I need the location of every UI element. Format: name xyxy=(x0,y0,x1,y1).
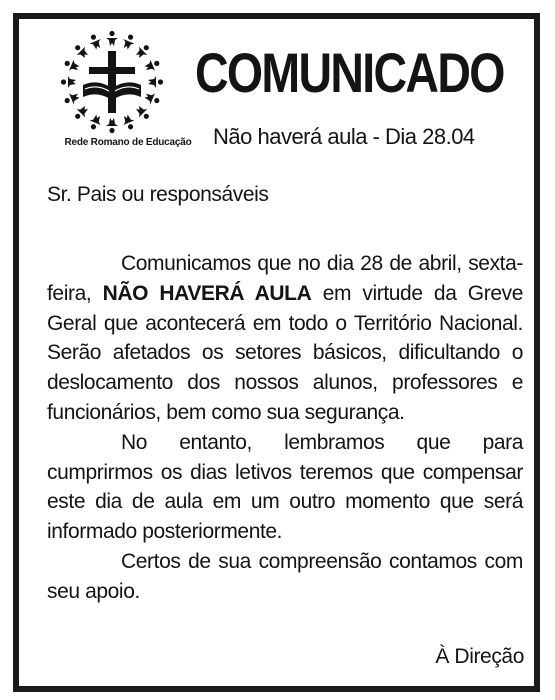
signature: À Direção xyxy=(435,645,524,668)
person-figure xyxy=(133,103,152,122)
person-figure xyxy=(143,57,162,74)
person-figure xyxy=(87,32,104,51)
people-circle-cross-icon xyxy=(59,29,165,135)
person-figure xyxy=(143,90,162,107)
person-figure xyxy=(72,42,91,61)
person-figure xyxy=(62,90,81,107)
notice-body xyxy=(47,249,523,607)
paragraph-2: No entanto, lembramos que para cumprirmos os dias letivos teremos que compensar este dia de aula em um outro momento que será informado posteriormente. xyxy=(47,430,523,544)
person-figure xyxy=(106,31,118,46)
person-figure xyxy=(72,103,91,122)
logo-caption: Rede Romano de Educação xyxy=(64,137,192,148)
page-title: COMUNICADO xyxy=(195,41,504,104)
person-figure xyxy=(120,113,137,132)
person-figure xyxy=(106,118,118,133)
paragraph-1 xyxy=(47,249,523,428)
person-figure xyxy=(62,57,81,74)
person-figure xyxy=(133,42,152,61)
paragraph-1-start: Comunicamos que no dia 28 de abril, sexta-feira, xyxy=(47,252,523,305)
person-figure xyxy=(61,76,76,88)
paragraph-1-end: em virtude da Greve Geral que acontecerá em todo o Território Nacional. Serão afetados os setores básicos, dificultando o deslocamento dos nossos alunos, professores e funcionários, bem como sua segurança. xyxy=(47,281,523,424)
school-logo xyxy=(53,29,203,148)
person-figure xyxy=(120,32,137,51)
no-class-highlight: NÃO HAVERÁ AULA xyxy=(102,281,312,305)
person-figure xyxy=(148,76,163,88)
salutation: Sr. Pais ou responsáveis xyxy=(47,183,269,206)
paragraph-3: Certos de sua compreensão contamos com seu apoio. xyxy=(47,549,523,603)
page-subtitle: Não haverá aula - Dia 28.04 xyxy=(213,124,475,149)
person-figure xyxy=(87,113,104,132)
notice-frame xyxy=(13,13,540,692)
